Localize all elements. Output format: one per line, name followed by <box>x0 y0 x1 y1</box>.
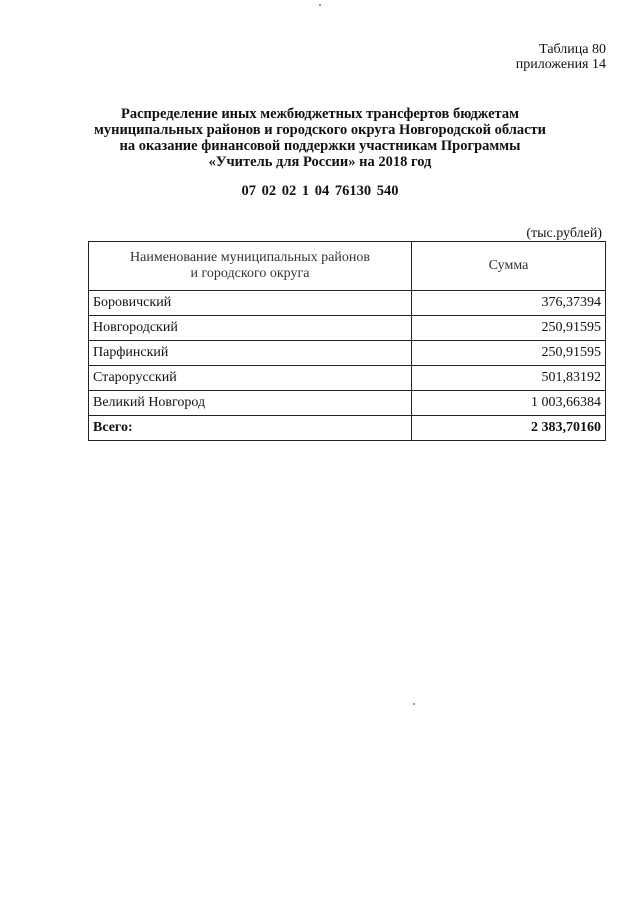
table-row <box>89 391 606 416</box>
table-row <box>89 291 606 316</box>
row-amount: 250,91595 <box>412 341 606 366</box>
title-line: Распределение иных межбюджетных трансфертов бюджетам <box>121 106 519 122</box>
header-amount: Сумма <box>412 242 606 291</box>
header-name <box>89 242 412 291</box>
row-name: Старорусский <box>89 366 412 391</box>
table-row <box>89 341 606 366</box>
row-name: Новгородский <box>89 316 412 341</box>
title-line: на оказание финансовой поддержки участникам Программы <box>119 138 521 154</box>
scan-speck <box>413 703 415 705</box>
unit-label: (тыс.рублей) <box>526 226 602 241</box>
row-name: Великий Новгород <box>89 391 412 416</box>
title-line: муниципальных районов и городского округа Новгородской области <box>93 122 547 138</box>
scan-speck <box>319 4 321 6</box>
document-title <box>0 106 640 170</box>
row-amount: 1 003,66384 <box>412 391 606 416</box>
title-line: «Учитель для России» на 2018 год <box>208 154 432 170</box>
total-row <box>89 416 606 441</box>
appendix-number: приложения 14 <box>515 57 606 72</box>
total-amount: 2 383,70160 <box>412 416 606 441</box>
row-amount: 250,91595 <box>412 316 606 341</box>
table-row <box>89 316 606 341</box>
header-name-line1: Наименование муниципальных районов <box>130 250 370 265</box>
row-name: Боровичский <box>89 291 412 316</box>
transfers-table <box>88 241 606 441</box>
row-name: Парфинский <box>89 341 412 366</box>
budget-classification-code: 07 02 02 1 04 76130 540 <box>241 183 399 199</box>
table-row <box>89 366 606 391</box>
table-number: Таблица 80 <box>539 42 606 57</box>
table-reference <box>516 42 606 72</box>
header-name-line2: и городского округа <box>190 266 310 281</box>
total-label: Всего: <box>89 416 412 441</box>
row-amount: 376,37394 <box>412 291 606 316</box>
row-amount: 501,83192 <box>412 366 606 391</box>
table-header-row <box>89 242 606 291</box>
